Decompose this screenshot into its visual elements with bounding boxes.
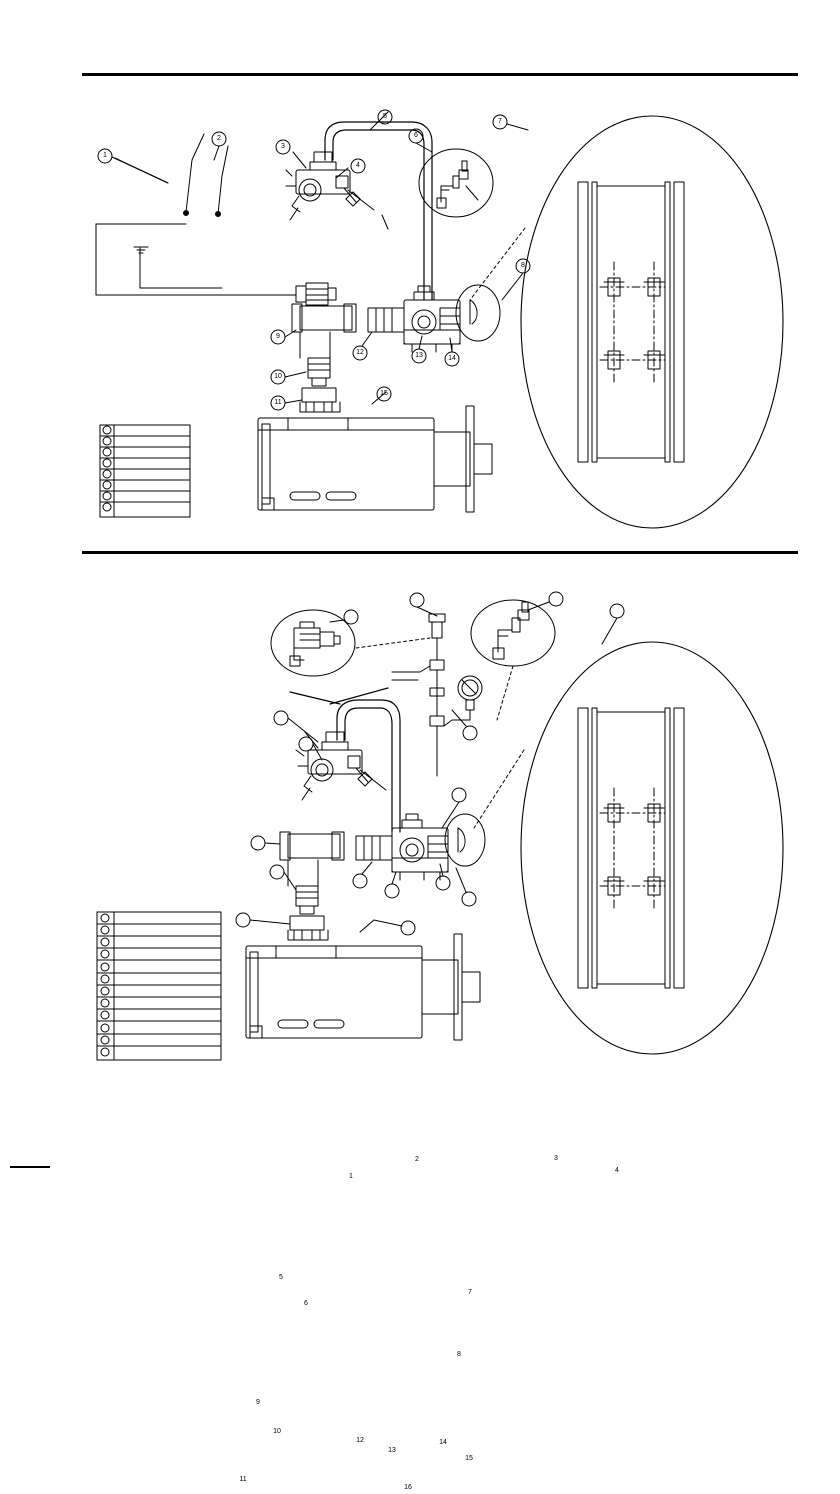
callout-label: 11 <box>274 399 282 406</box>
callout-label: 4 <box>356 162 360 169</box>
t-valve-assembly-bottom <box>296 732 386 800</box>
control-valve-top <box>368 286 460 352</box>
callout-label: 1 <box>103 152 107 159</box>
pump-body-top <box>258 406 492 512</box>
control-valve-bottom <box>356 814 448 880</box>
detail-bubble-top-small <box>419 149 493 217</box>
legend-grid-top <box>100 425 190 517</box>
callout-label: 7 <box>498 118 502 125</box>
callout-label: 14 <box>448 355 456 362</box>
callout-9 <box>251 836 265 850</box>
figure-top <box>0 0 840 560</box>
hose-run-top <box>325 122 432 300</box>
callout-15 <box>462 892 476 906</box>
riser-pipe-bottom <box>392 614 482 776</box>
callout-4 <box>610 604 624 618</box>
callout-label: 5 <box>279 1274 283 1281</box>
detail-bubble-top-valve <box>456 285 500 341</box>
figure-bottom <box>0 560 840 1491</box>
callout-label: 13 <box>415 352 423 359</box>
callout-1 <box>344 610 358 624</box>
callout-label: 15 <box>465 1455 473 1462</box>
callout-7 <box>463 726 477 740</box>
callout-8 <box>452 788 466 802</box>
pump-body-bottom <box>246 934 480 1040</box>
callout-13 <box>385 884 399 898</box>
callout-label: 15 <box>380 390 388 397</box>
reel-assembly-bottom <box>578 708 684 988</box>
callout-11 <box>236 913 250 927</box>
callout-14 <box>436 876 450 890</box>
callout-label: 4 <box>615 1167 619 1174</box>
callout-label: 11 <box>239 1476 247 1483</box>
callout-label: 13 <box>388 1447 396 1454</box>
callout-label: 10 <box>273 1428 281 1435</box>
bottom-rule <box>10 1166 50 1168</box>
callout-label: 2 <box>217 135 221 142</box>
callout-label: 9 <box>276 333 280 340</box>
detail-bubble-bottom-right <box>471 600 555 666</box>
callout-label: 10 <box>274 373 282 380</box>
callout-label: 8 <box>521 262 525 269</box>
callout-label: 12 <box>356 1437 364 1444</box>
callout-label: 2 <box>415 1156 419 1163</box>
callout-3 <box>549 592 563 606</box>
reel-assembly-top <box>578 182 684 462</box>
callout-label: 1 <box>349 1173 353 1180</box>
callout-label: 6 <box>414 132 418 139</box>
wire-harness-top <box>96 134 336 305</box>
callout-label: 16 <box>404 1484 412 1491</box>
elbow-pipe-top <box>292 304 356 412</box>
callout-label: 9 <box>256 1399 260 1406</box>
callout-label: 6 <box>304 1300 308 1307</box>
hose-run-bottom <box>290 688 400 832</box>
callout-label: 8 <box>457 1351 461 1358</box>
callout-12 <box>353 874 367 888</box>
detail-bubble-bottom-large <box>521 642 783 1054</box>
callout-10 <box>270 865 284 879</box>
callout-2 <box>410 593 424 607</box>
callout-label: 7 <box>468 1289 472 1296</box>
detail-bubble-top-large <box>521 116 783 528</box>
callout-label: 12 <box>356 349 364 356</box>
callout-6 <box>299 737 313 751</box>
leader-aux <box>382 215 388 229</box>
callout-label: 3 <box>554 1155 558 1162</box>
callout-label: 14 <box>439 1439 447 1446</box>
detail-bubble-bottom-valve <box>445 814 485 866</box>
callout-16 <box>401 921 415 935</box>
callout-5 <box>274 711 288 725</box>
legend-grid-bottom <box>97 912 221 1060</box>
callout-label: 5 <box>383 113 387 120</box>
callout-label: 3 <box>281 143 285 150</box>
